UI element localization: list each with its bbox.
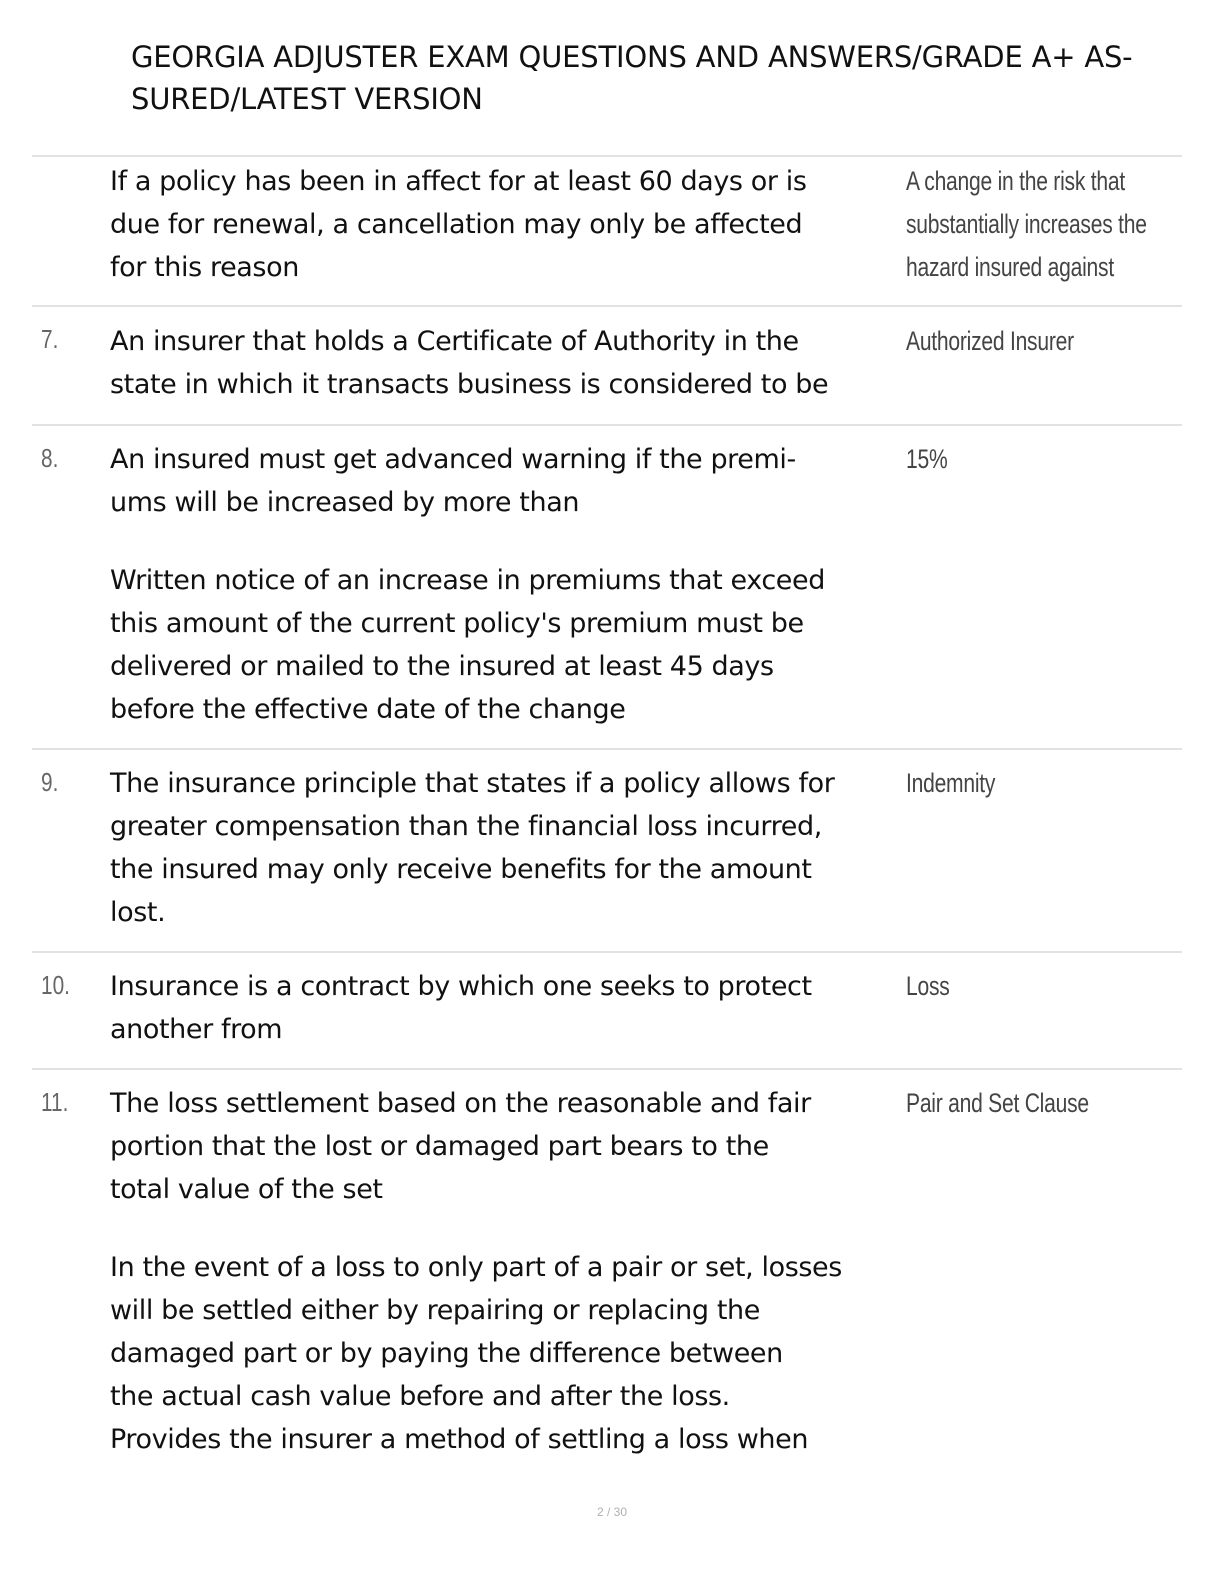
qa-answer: Pair and Set Clause <box>906 1088 1089 1118</box>
qa-item <box>32 1068 1182 1470</box>
qa-item <box>32 424 1182 748</box>
question-line: state in which it transacts business is considered to be <box>110 369 829 400</box>
document-title-line-1: GEORGIA ADJUSTER EXAM QUESTIONS AND ANSWERS/GRADE A+ AS- <box>131 40 1133 74</box>
question-explanation <box>110 1246 910 1461</box>
question-text <box>110 1082 910 1211</box>
qa-question <box>110 762 910 934</box>
question-line: The insurance principle that states if a policy allows for <box>110 768 835 799</box>
qa-item <box>32 951 1182 1068</box>
question-line: portion that the lost or damaged part bears to the <box>110 1131 769 1162</box>
explanation-line: Written notice of an increase in premiums that exceed <box>110 565 825 596</box>
question-line: If a policy has been in affect for at least 60 days or is <box>110 166 807 197</box>
page-indicator: 2 / 30 <box>596 1505 628 1519</box>
qa-answer <box>906 160 1163 289</box>
qa-question <box>110 1082 910 1461</box>
document-title <box>131 36 1171 120</box>
qa-answer: 15% <box>906 444 948 474</box>
explanation-line: before the effective date of the change <box>110 694 626 725</box>
qa-item <box>32 748 1182 951</box>
qa-answer: Indemnity <box>906 768 996 798</box>
question-number: 11. <box>41 1087 69 1117</box>
explanation-line: damaged part or by paying the difference between <box>110 1338 783 1369</box>
answer-line: substantially increases the <box>906 209 1147 239</box>
explanation-line: will be settled either by repairing or replacing the <box>110 1295 760 1326</box>
qa-question <box>110 438 910 731</box>
question-line: another from <box>110 1014 283 1045</box>
explanation-line: delivered or mailed to the insured at least 45 days <box>110 651 774 682</box>
question-line: total value of the set <box>110 1174 383 1205</box>
question-line: An insurer that holds a Certificate of Authority in the <box>110 326 799 357</box>
question-line: greater compensation than the financial loss incurred, <box>110 811 822 842</box>
question-text <box>110 438 910 524</box>
question-line: due for renewal, a cancellation may only be affected <box>110 209 803 240</box>
qa-answer: Authorized Insurer <box>906 326 1074 356</box>
question-number: 9. <box>41 767 59 797</box>
qa-question <box>110 965 910 1051</box>
explanation-line: In the event of a loss to only part of a pair or set, losses <box>110 1252 842 1283</box>
qa-item <box>32 155 1182 305</box>
qa-answer: Loss <box>906 971 950 1001</box>
question-line: An insured must get advanced warning if the premi- <box>110 444 796 475</box>
question-number: 10. <box>41 970 70 1000</box>
explanation-line: this amount of the current policy's premium must be <box>110 608 804 639</box>
question-explanation <box>110 559 910 731</box>
qa-question <box>110 320 910 406</box>
qa-item <box>32 305 1182 424</box>
question-line: The loss settlement based on the reasonable and fair <box>110 1088 811 1119</box>
explanation-line: Provides the insurer a method of settling a loss when <box>110 1424 809 1455</box>
qa-question <box>110 160 910 289</box>
question-number: 7. <box>41 324 59 354</box>
document-title-line-2: SURED/LATEST VERSION <box>131 82 483 116</box>
explanation-line: the actual cash value before and after the loss. <box>110 1381 730 1412</box>
answer-line: A change in the risk that <box>906 166 1125 196</box>
answer-line: hazard insured against <box>906 252 1114 282</box>
question-line: for this reason <box>110 252 299 283</box>
question-number: 8. <box>41 443 59 473</box>
question-line: ums will be increased by more than <box>110 487 580 518</box>
question-line: the insured may only receive benefits for the amount <box>110 854 812 885</box>
question-line: lost. <box>110 897 166 928</box>
question-line: Insurance is a contract by which one seeks to protect <box>110 971 812 1002</box>
qa-list <box>32 155 1182 1470</box>
